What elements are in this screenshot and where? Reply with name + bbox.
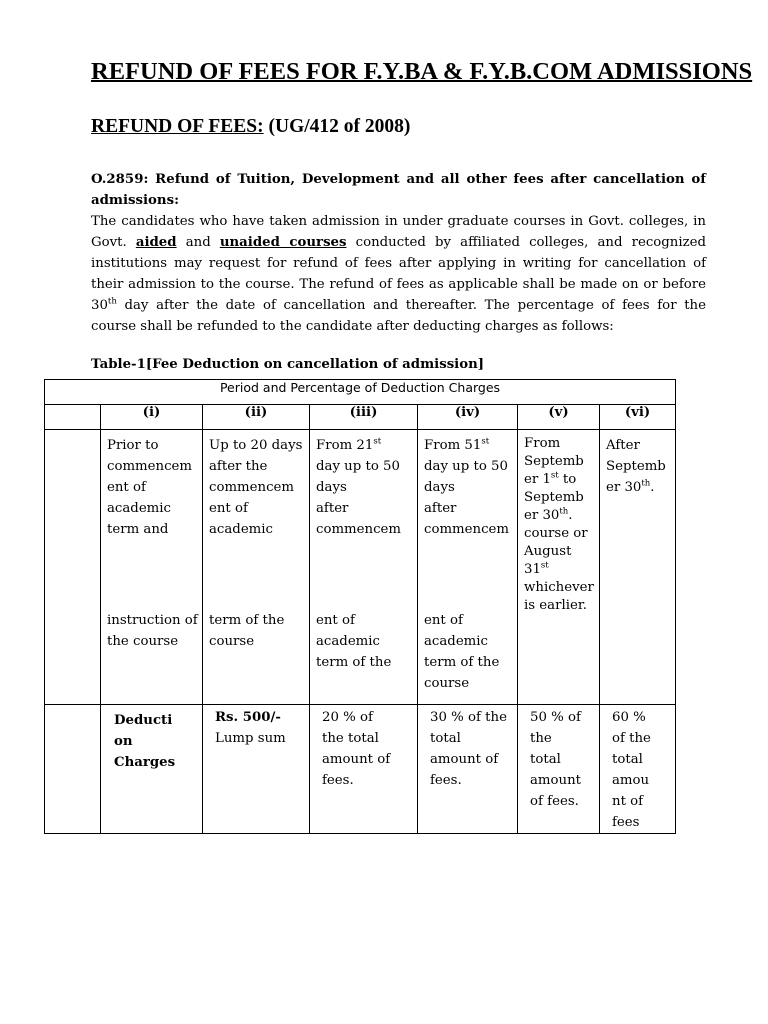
period-line: commencem bbox=[316, 522, 402, 537]
table-banner-row bbox=[45, 380, 676, 405]
deduction-line: total bbox=[612, 752, 643, 767]
period-line: Prior to bbox=[107, 438, 159, 453]
deduction-line: nt of bbox=[612, 794, 644, 809]
deduction-row bbox=[45, 705, 676, 834]
ordinance-heading: O.2859: Refund of Tuition, Development and all other fees after cancellation of admissions: bbox=[91, 172, 706, 208]
body-text bbox=[91, 169, 706, 337]
period-line: ent of bbox=[316, 613, 355, 628]
period-line: instruction of bbox=[107, 613, 198, 628]
period-line: commencem bbox=[209, 480, 295, 495]
period-line: after bbox=[424, 501, 457, 516]
deduction-line: total bbox=[430, 731, 461, 746]
period-line: day up to 50 bbox=[424, 459, 508, 474]
period-line: course bbox=[424, 676, 470, 691]
period-cell-i bbox=[101, 430, 203, 705]
aided-term: aided bbox=[135, 235, 177, 250]
period-row bbox=[45, 430, 676, 705]
period-line: day up to 50 bbox=[316, 459, 400, 474]
period-line: academic bbox=[209, 522, 273, 537]
superscript: st bbox=[540, 560, 549, 571]
deduction-line: amount of bbox=[322, 752, 391, 767]
deduction-cell-50-percent bbox=[518, 705, 600, 834]
period-line: er 30th. bbox=[606, 478, 655, 495]
period-line: the course bbox=[107, 634, 179, 649]
period-line: academic bbox=[424, 634, 488, 649]
period-line: after the bbox=[209, 459, 268, 474]
superscript-th: th bbox=[107, 296, 117, 307]
table-banner: Period and Percentage of Deduction Charges bbox=[45, 380, 676, 405]
period-line: From 51st bbox=[424, 436, 490, 453]
column-header: (i) bbox=[101, 405, 203, 430]
period-line: course bbox=[209, 634, 255, 649]
period-line: commencem bbox=[107, 459, 193, 474]
deduction-label-line: on bbox=[114, 734, 133, 749]
period-line: After bbox=[606, 438, 640, 453]
deduction-line: amount of bbox=[430, 752, 499, 767]
period-line: From bbox=[524, 436, 561, 451]
period-line: Up to 20 days bbox=[209, 438, 303, 453]
period-line: commencem bbox=[424, 522, 510, 537]
column-header: (vi) bbox=[600, 405, 676, 430]
period-cell-ii bbox=[203, 430, 310, 705]
column-header: (iv) bbox=[418, 405, 518, 430]
section-heading-underlined: REFUND OF FEES: bbox=[91, 116, 264, 137]
deduction-line: fees bbox=[612, 815, 640, 830]
unaided-courses-term: unaided courses bbox=[219, 235, 347, 250]
period-line: ent of bbox=[107, 480, 146, 495]
period-line: days bbox=[424, 480, 455, 495]
paragraph-and: and bbox=[176, 235, 220, 250]
paragraph-text-2: conducted by affiliated colleges, and recognized institutions may request for refund of fees after applying in writing for cancellation of their admission to the course. The refund of fees as applicable shall be made on or before 30 bbox=[91, 235, 706, 313]
period-line: term of the bbox=[209, 613, 285, 628]
deduction-label-line: Charges bbox=[114, 755, 176, 770]
deduction-line: of fees. bbox=[530, 794, 579, 809]
deduction-amount: Rs. 500/- bbox=[215, 710, 281, 725]
deduction-label-cell bbox=[101, 705, 203, 834]
paragraph-text-1: The candidates who have taken admission in under graduate courses in Govt. colleges, in Govt. bbox=[91, 214, 706, 250]
column-header: (v) bbox=[518, 405, 600, 430]
section-heading-reference: (UG/412 of 2008) bbox=[263, 116, 411, 137]
period-line: days bbox=[316, 480, 347, 495]
blank-label-cell bbox=[45, 430, 101, 705]
column-header: (iii) bbox=[310, 405, 418, 430]
period-line: Septemb bbox=[524, 454, 584, 469]
period-line: is earlier. bbox=[524, 598, 587, 613]
section-heading bbox=[91, 116, 410, 138]
period-line: Septemb bbox=[524, 490, 584, 505]
period-line: Septemb bbox=[606, 459, 666, 474]
period-line: academic bbox=[107, 501, 171, 516]
superscript: st bbox=[481, 436, 490, 447]
deduction-line: the total bbox=[322, 731, 379, 746]
period-line: after bbox=[316, 501, 349, 516]
deduction-line: 20 % of bbox=[322, 710, 373, 725]
period-line: ent of bbox=[209, 501, 248, 516]
deduction-line: 30 % of the bbox=[430, 710, 507, 725]
period-cell-iv bbox=[418, 430, 518, 705]
period-line: term and bbox=[107, 522, 169, 537]
period-line: whichever bbox=[524, 580, 594, 595]
period-cell-vi bbox=[600, 430, 676, 705]
column-header-row bbox=[45, 405, 676, 430]
deduction-line: the bbox=[530, 731, 552, 746]
table-caption: Table-1[Fee Deduction on cancellation of admission] bbox=[91, 357, 485, 372]
deduction-label-line: Deducti bbox=[114, 713, 173, 728]
column-header: (ii) bbox=[203, 405, 310, 430]
deduction-line: 60 % bbox=[612, 710, 646, 725]
period-line: er 1st to bbox=[524, 470, 577, 487]
deduction-line: fees. bbox=[430, 773, 462, 788]
deduction-line: 50 % of bbox=[530, 710, 581, 725]
period-line: academic bbox=[316, 634, 380, 649]
superscript: st bbox=[373, 436, 382, 447]
deduction-cell-20-percent bbox=[310, 705, 418, 834]
deduction-line: fees. bbox=[322, 773, 354, 788]
superscript: th bbox=[641, 478, 651, 489]
deduction-line: amount bbox=[530, 773, 582, 788]
deduction-line: of the bbox=[612, 731, 651, 746]
blank-header-cell bbox=[45, 405, 101, 430]
period-line: er 30th. bbox=[524, 506, 573, 523]
period-line: ent of bbox=[424, 613, 463, 628]
period-line: term of the bbox=[424, 655, 500, 670]
superscript: st bbox=[550, 470, 559, 481]
period-line: From 21st bbox=[316, 436, 382, 453]
period-line: August 31st bbox=[524, 544, 572, 577]
deduction-note: Lump sum bbox=[215, 731, 286, 746]
page-title: REFUND OF FEES FOR F.Y.BA & F.Y.B.COM ADMISSIONS bbox=[91, 58, 753, 85]
superscript: th bbox=[559, 506, 569, 517]
deduction-line: amou bbox=[612, 773, 650, 788]
deduction-line: total bbox=[530, 752, 561, 767]
refund-paragraph bbox=[91, 211, 706, 337]
deduction-cell-30-percent bbox=[418, 705, 518, 834]
period-line: course or bbox=[524, 526, 588, 541]
deduction-cell-60-percent bbox=[600, 705, 676, 834]
fee-deduction-table bbox=[44, 379, 676, 834]
period-cell-v bbox=[518, 430, 600, 705]
paragraph-text-3: day after the date of cancellation and thereafter. The percentage of fees for the course shall be refunded to the candidate after deducting charges as follows: bbox=[91, 298, 706, 334]
period-cell-iii bbox=[310, 430, 418, 705]
period-line: term of the bbox=[316, 655, 392, 670]
deduction-cell-lump-sum bbox=[203, 705, 310, 834]
empty-cell bbox=[45, 705, 101, 834]
